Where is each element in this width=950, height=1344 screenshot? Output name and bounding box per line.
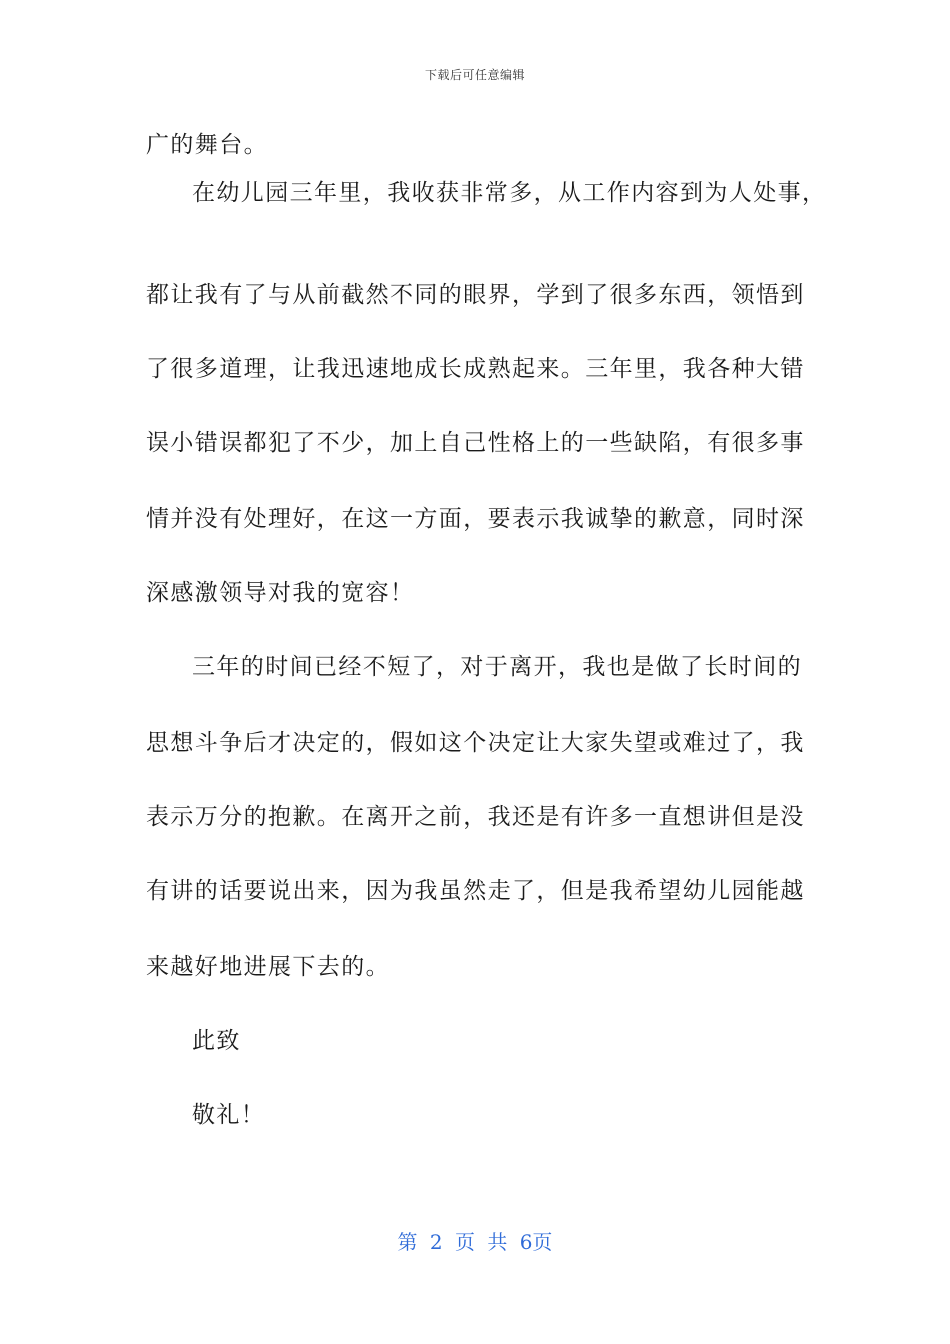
closing-salutation: 此致 <box>192 1028 241 1054</box>
text-line: 误小错误都犯了不少，加上自己性格上的一些缺陷，有很多事 <box>146 430 805 456</box>
text-line: 都让我有了与从前截然不同的眼界，学到了很多东西，领悟到 <box>146 282 805 308</box>
paragraph-start-line: 三年的时间已经不短了，对于离开，我也是做了长时间的 <box>192 654 802 680</box>
paragraph-start-line: 在幼儿园三年里，我收获非常多，从工作内容到为人处事， <box>192 180 827 206</box>
text-line: 广的舞台。 <box>146 132 268 158</box>
text-line: 来越好地进展下去的。 <box>146 954 390 980</box>
text-line: 思想斗争后才决定的，假如这个决定让大家失望或难过了，我 <box>146 730 805 756</box>
text-line: 表示万分的抱歉。在离开之前，我还是有许多一直想讲但是没 <box>146 804 805 830</box>
text-line: 情并没有处理好，在这一方面，要表示我诚挚的歉意，同时深 <box>146 506 805 532</box>
text-line: 有讲的话要说出来，因为我虽然走了，但是我希望幼儿园能越 <box>146 878 805 904</box>
text-line: 深感激领导对我的宽容！ <box>146 580 415 606</box>
page-number-footer: 第 2 页 共 6页 <box>397 1230 553 1254</box>
page-header: 下载后可任意编辑 <box>424 68 525 82</box>
text-line: 了很多道理，让我迅速地成长成熟起来。三年里，我各种大错 <box>146 356 805 382</box>
closing-regards: 敬礼！ <box>192 1102 266 1128</box>
